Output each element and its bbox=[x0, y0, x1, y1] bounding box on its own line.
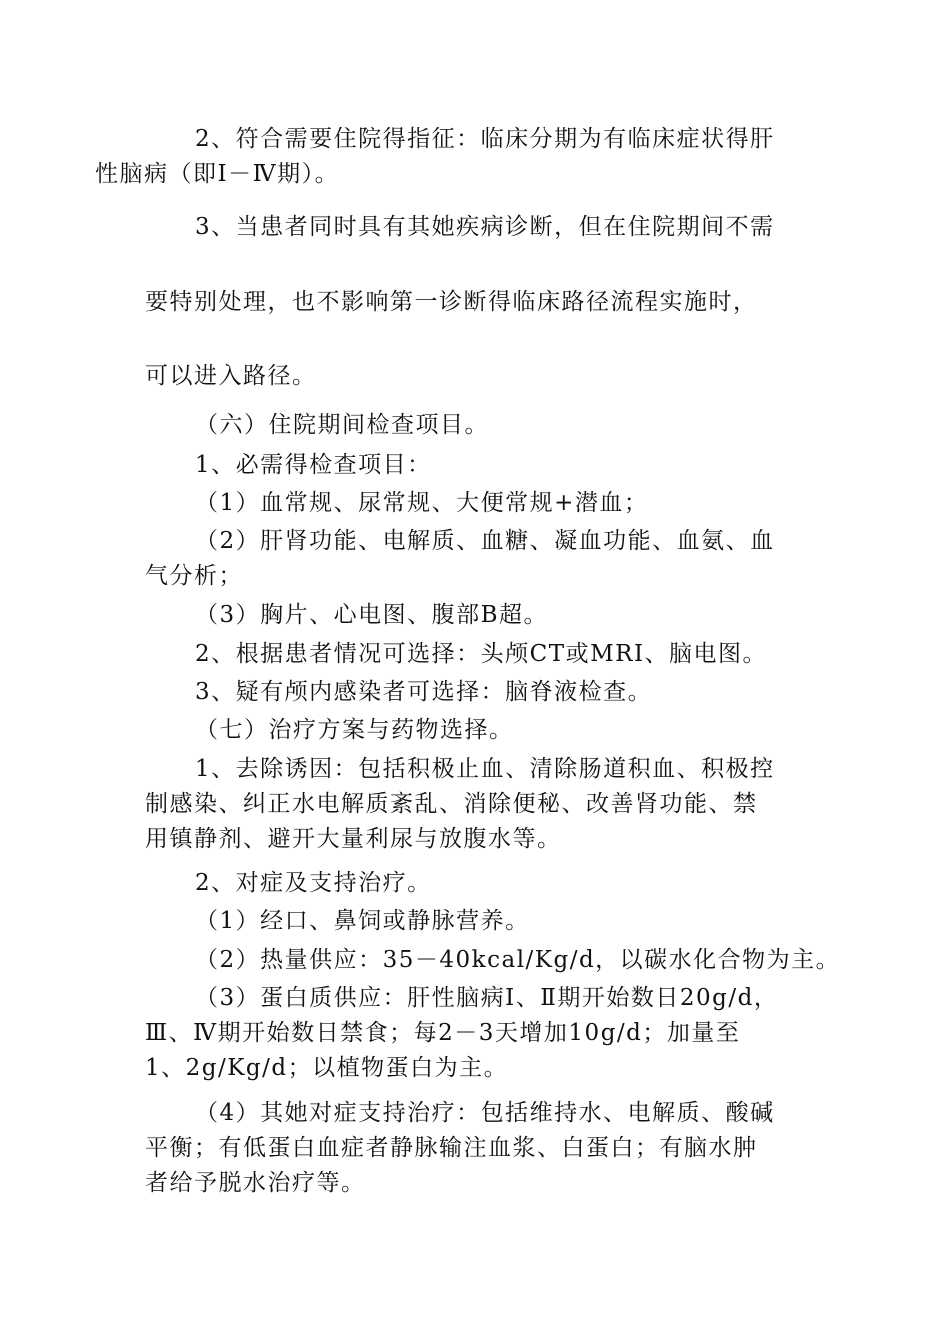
text-line: 1、2g/Kg/d；以植物蛋白为主。 bbox=[145, 1055, 509, 1081]
text-line: （2）热量供应：35－40kcal/Kg/d，以碳水化合物为主。 bbox=[195, 947, 841, 973]
text-line: （七）治疗方案与药物选择。 bbox=[195, 717, 514, 743]
text-line: 1、必需得检查项目： bbox=[195, 452, 432, 478]
text-line: 气分析； bbox=[145, 563, 243, 589]
text-line: Ⅲ、Ⅳ期开始数日禁食；每2－3天增加10g/d；加量至 bbox=[145, 1020, 741, 1046]
paragraph-infection-exam bbox=[145, 675, 805, 710]
paragraph-optional-exams bbox=[145, 637, 805, 672]
text-line: 2、对症及支持治疗。 bbox=[195, 870, 432, 896]
paragraph-exam-2 bbox=[145, 524, 805, 594]
text-line: （4）其她对症支持治疗：包括维持水、电解质、酸碱 bbox=[195, 1100, 775, 1126]
text-line: （3）胸片、心电图、腹部B超。 bbox=[195, 602, 549, 628]
text-line: （1）血常规、尿常规、大便常规+潜血； bbox=[195, 490, 649, 516]
text-line: 可以进入路径。 bbox=[145, 363, 317, 389]
paragraph-required-exams bbox=[145, 448, 805, 483]
paragraph-comorbidity-cont-2 bbox=[145, 359, 805, 394]
paragraph-other-support bbox=[145, 1096, 805, 1201]
text-line: （2）肝肾功能、电解质、血糖、凝血功能、血氨、血 bbox=[195, 528, 775, 554]
text-line: 用镇静剂、避开大量利尿与放腹水等。 bbox=[145, 826, 562, 852]
text-line: 要特别处理，也不影响第一诊断得临床路径流程实施时， bbox=[145, 289, 758, 315]
paragraph-remove-triggers bbox=[145, 752, 805, 857]
text-line: 平衡；有低蛋白血症者静脉输注血浆、白蛋白；有脑水肿 bbox=[145, 1135, 758, 1161]
paragraph-exam-3 bbox=[145, 598, 805, 633]
paragraph-comorbidity bbox=[145, 210, 805, 245]
text-line: 1、去除诱因：包括积极止血、清除肠道积血、积极控 bbox=[195, 756, 775, 782]
text-line: 2、符合需要住院得指征：临床分期为有临床症状得肝 bbox=[195, 126, 775, 152]
paragraph-calories bbox=[145, 943, 841, 978]
text-line: （六）住院期间检查项目。 bbox=[195, 412, 489, 438]
paragraph-admission-criteria bbox=[95, 122, 805, 192]
text-line: 3、疑有颅内感染者可选择：脑脊液检查。 bbox=[195, 679, 653, 705]
paragraph-exam-1 bbox=[145, 486, 805, 521]
paragraph-comorbidity-cont-1 bbox=[145, 285, 805, 320]
text-line: 2、根据患者情况可选择：头颅CT或MRI、脑电图。 bbox=[195, 641, 768, 667]
section-heading-treatment bbox=[145, 713, 805, 748]
text-line: （3）蛋白质供应：肝性脑病Ⅰ、Ⅱ期开始数日20g/d， bbox=[195, 985, 779, 1011]
paragraph-protein bbox=[145, 981, 805, 1086]
text-line: 制感染、纠正水电解质紊乱、消除便秘、改善肾功能、禁 bbox=[145, 791, 758, 817]
text-line: 性脑病（即Ⅰ－Ⅳ期）。 bbox=[95, 161, 340, 187]
section-heading-examinations bbox=[145, 408, 805, 443]
text-line: 者给予脱水治疗等。 bbox=[145, 1170, 366, 1196]
paragraph-nutrition bbox=[145, 904, 805, 939]
text-line: （1）经口、鼻饲或静脉营养。 bbox=[195, 908, 530, 934]
text-line: 3、当患者同时具有其她疾病诊断，但在住院期间不需 bbox=[195, 214, 775, 240]
paragraph-supportive-care bbox=[145, 866, 805, 901]
